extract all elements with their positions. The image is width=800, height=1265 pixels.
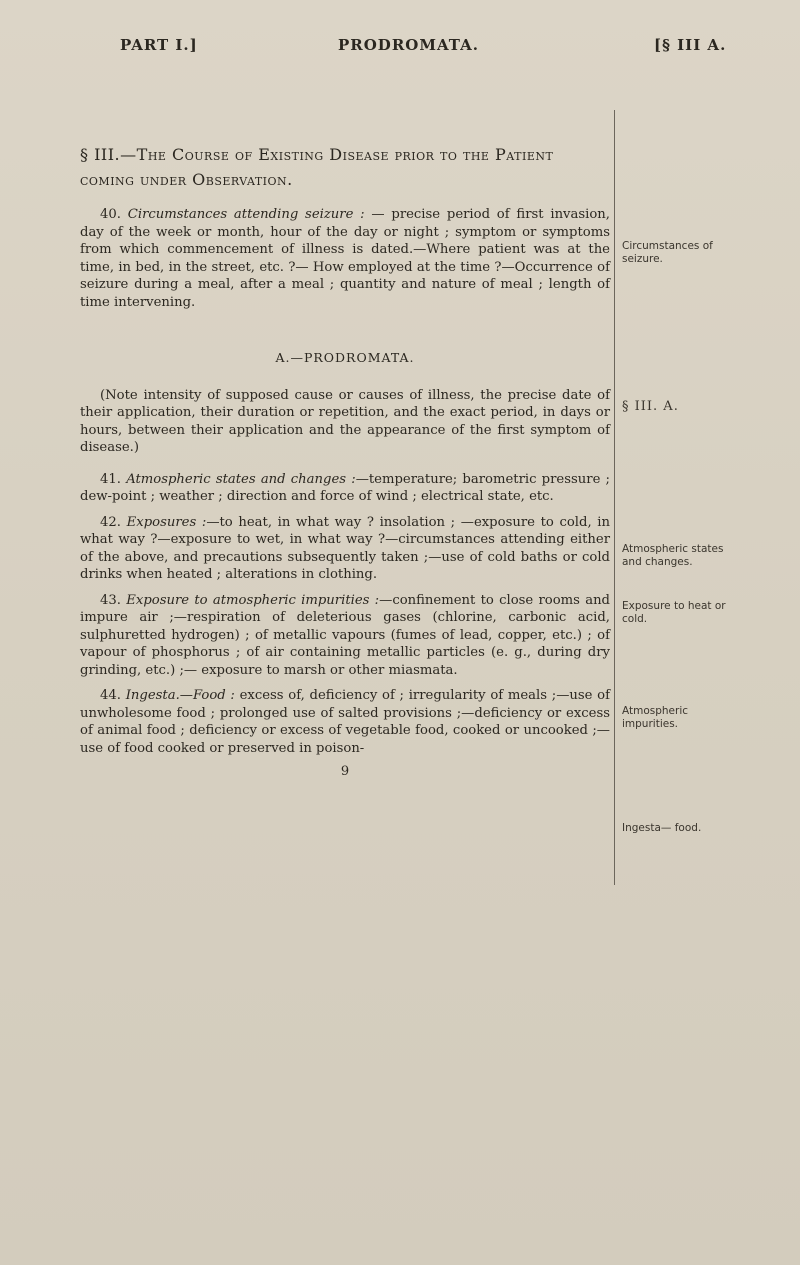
paragraph-heading: Exposure to atmospheric impurities : [126,592,380,608]
margin-note-ingesta: Ingesta— food. [622,822,702,834]
header-part: PART I.] [120,36,198,54]
margin-note-impurities: Atmospheric impurities. [622,705,689,730]
paragraph-44 [80,687,610,757]
subsection-heading: A.—PRODROMATA. [275,350,415,365]
header-title: PRODROMATA. [338,36,479,54]
paragraph-heading: Ingesta.—Food : [125,688,235,703]
paragraph-body: — precise period of first invasion, day of the week or month, hour of the day or night ; symptom or symptoms from which commencement of illness is dated.—Where patient was at the time, in bed, in the street, etc. ?— How employed at the time ?—Occurrence of seizure during a meal, after a meal ; quantity and nature of meal ; length of time intervening. [80,207,610,310]
paragraph-body: —to heat, in what way ? insolation ; —exposure to cold, in what way ?—exposure to wet, in what way ?—circumstances attending either of the above, and precautions subsequently taken ;—use of cold baths or cold drinks when heated ; alterations in clothing. [80,514,610,582]
margin-rule [614,110,615,885]
paragraph-number: 44. [100,688,121,703]
paragraph-body: excess of, deficiency of ; irregularity of meals ;—use of unwholesome food ; prolonged use of salted provisions ;—deficiency or excess of animal food ; deficiency or excess of vegetable food, cooked or uncooked ;—use of food cooked or preserved in poison- [80,688,610,756]
paragraph-42 [80,514,610,584]
paragraph-number: 41. [100,471,121,487]
paragraph-number: 42. [100,514,121,530]
paragraph-number: 43. [100,592,121,608]
header-section: [§ III A. [654,36,727,54]
margin-note-exposure: Exposure to heat or cold. [622,600,726,625]
section-title [80,142,610,192]
paragraph-number: 40. [100,207,121,222]
paragraph-43 [80,592,610,680]
note-paragraph: (Note intensity of supposed cause or causes of illness, the precise date of their application, their duration or repetition, and the exact period, in days or hours, between their application and the appearance of the first symptom of disease.) [80,387,610,455]
paragraph-41 [80,471,610,506]
paragraph-body: —confinement to close rooms and impure air ;—respiration of deleterious gases (chlorine, carbonic acid, sulphuretted hydrogen) ; of metallic vapours (fumes of lead, copper, etc.) ; of vapour of phosphorus ; of air containing metallic particles (e. g., during dry grinding, etc.) ;— exposure to marsh or other miasmata. [80,592,611,678]
main-text [80,142,610,781]
section-title-text: The Course of Existing Disease prior to the Patient coming under Observation. [80,145,554,189]
page-number: 9 [340,764,350,779]
paragraph-heading: Circumstances attending seizure : [127,207,365,222]
margin-note-seizure: Circumstances of seizure. [622,240,713,265]
margin-note-atmospheric: Atmospheric states and changes. [622,543,724,568]
paragraph-heading: Atmospheric states and changes : [126,471,356,487]
margin-note-section: § III. A. [622,399,679,414]
paragraph-heading: Exposures : [126,514,207,530]
section-title-prefix: § III.— [80,145,137,164]
paragraph-40 [80,206,610,311]
paragraph-body: —temperature; barometric pressure ; dew-point ; weather ; direction and force of wind ; electrical state, etc. [80,471,610,504]
